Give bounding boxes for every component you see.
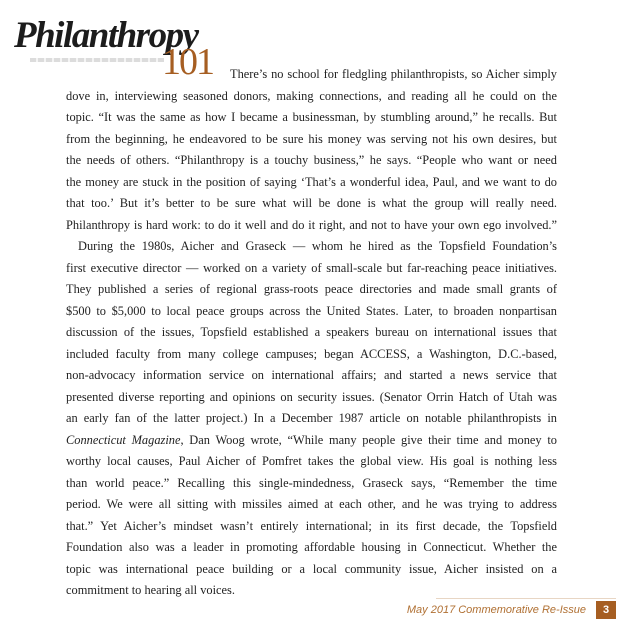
article-line: the needs of others. “Philanthropy is a touchy business,” he says. “People who want or need <box>66 153 557 167</box>
article-line: worthy local causes, Paul Aicher of Pomfret takes the global view. His goal is nothing less <box>66 454 557 468</box>
article-line: that.” Yet Aicher’s mindset wasn’t entirely international; in its first decade, the Topsfield <box>66 518 557 533</box>
article-line <box>66 430 557 452</box>
article-line: topic. “It was the same as how I became a businessman, by stumbling around,” he recalls. But <box>66 110 557 124</box>
article-line: an early fan of the latter project.) In a December 1987 article on notable philanthropists in <box>66 411 557 425</box>
article-line: They published a series of regional grass-roots peace directories and made small grants of <box>66 282 557 296</box>
decorative-rule <box>30 58 164 62</box>
section-heading: Philanthropy <box>14 15 198 56</box>
article-line: first executive director — worked on a variety of small-scale but far-reaching peace initiatives. <box>66 260 557 275</box>
article-line: included faculty from many college campuses; began ACCESS, a Washington, D.C.-based, <box>66 346 557 361</box>
article-line: non-advocacy information service on international affairs; and started a news service that <box>66 368 557 382</box>
issue-label: May 2017 Commemorative Re-Issue <box>406 604 586 616</box>
article-body <box>66 64 557 602</box>
article-line: presented diverse reporting and opinions on security issues. (Senator Orrin Hatch of Utah was <box>66 389 557 404</box>
article-line: than world peace.” Recalling this single-mindedness, Graseck says, “Remember the time <box>66 475 557 490</box>
footer-rule <box>436 598 616 599</box>
article-line: dove in, interviewing seasoned donors, making connections, and reading all he could on the <box>66 88 557 103</box>
article-line: period. We were all sitting with missiles aimed at each other, and he was trying to address <box>66 497 557 511</box>
article-line: commitment to hearing all voices. <box>66 583 235 597</box>
article-line: topic was international peace building or a local community issue, Aicher insisted on a <box>66 561 557 576</box>
page-number: 3 <box>596 601 616 619</box>
article-line: discussion of the issues, Topsfield established a speakers bureau on international issues that <box>66 325 557 339</box>
section-heading-number: 101 <box>162 41 213 83</box>
article-line: from the beginning, he endeavored to be sure his money was serving not his own desires, but <box>66 131 557 146</box>
article-line-rest: , Dan Woog wrote, “While many people give their time and money to <box>180 432 557 447</box>
article-line: $500 to $5,000 to local peace groups across the United States. Later, to broaden nonpartisan <box>66 303 557 318</box>
article-line: that too.’ But it’s better to be sure what will be done is what the group will really need. <box>66 196 557 210</box>
publication-title: Connecticut Magazine <box>66 432 181 447</box>
article-line: Philanthropy is hard work: to do it well and do it right, and not to have your own ego involved.” <box>66 217 557 232</box>
article-line: the money are stuck in the position of saying ‘That’s a wonderful idea, Paul, and we want to do <box>66 174 557 189</box>
article-line: There’s no school for fledgling philanthropists, so Aicher simply <box>230 67 557 81</box>
article-line: Foundation also was a leader in promoting affordable housing in Connecticut. Whether the <box>66 540 557 554</box>
page-footer <box>407 600 616 620</box>
article-line: During the 1980s, Aicher and Graseck — whom he hired as the Topsfield Foundation’s <box>78 239 557 253</box>
